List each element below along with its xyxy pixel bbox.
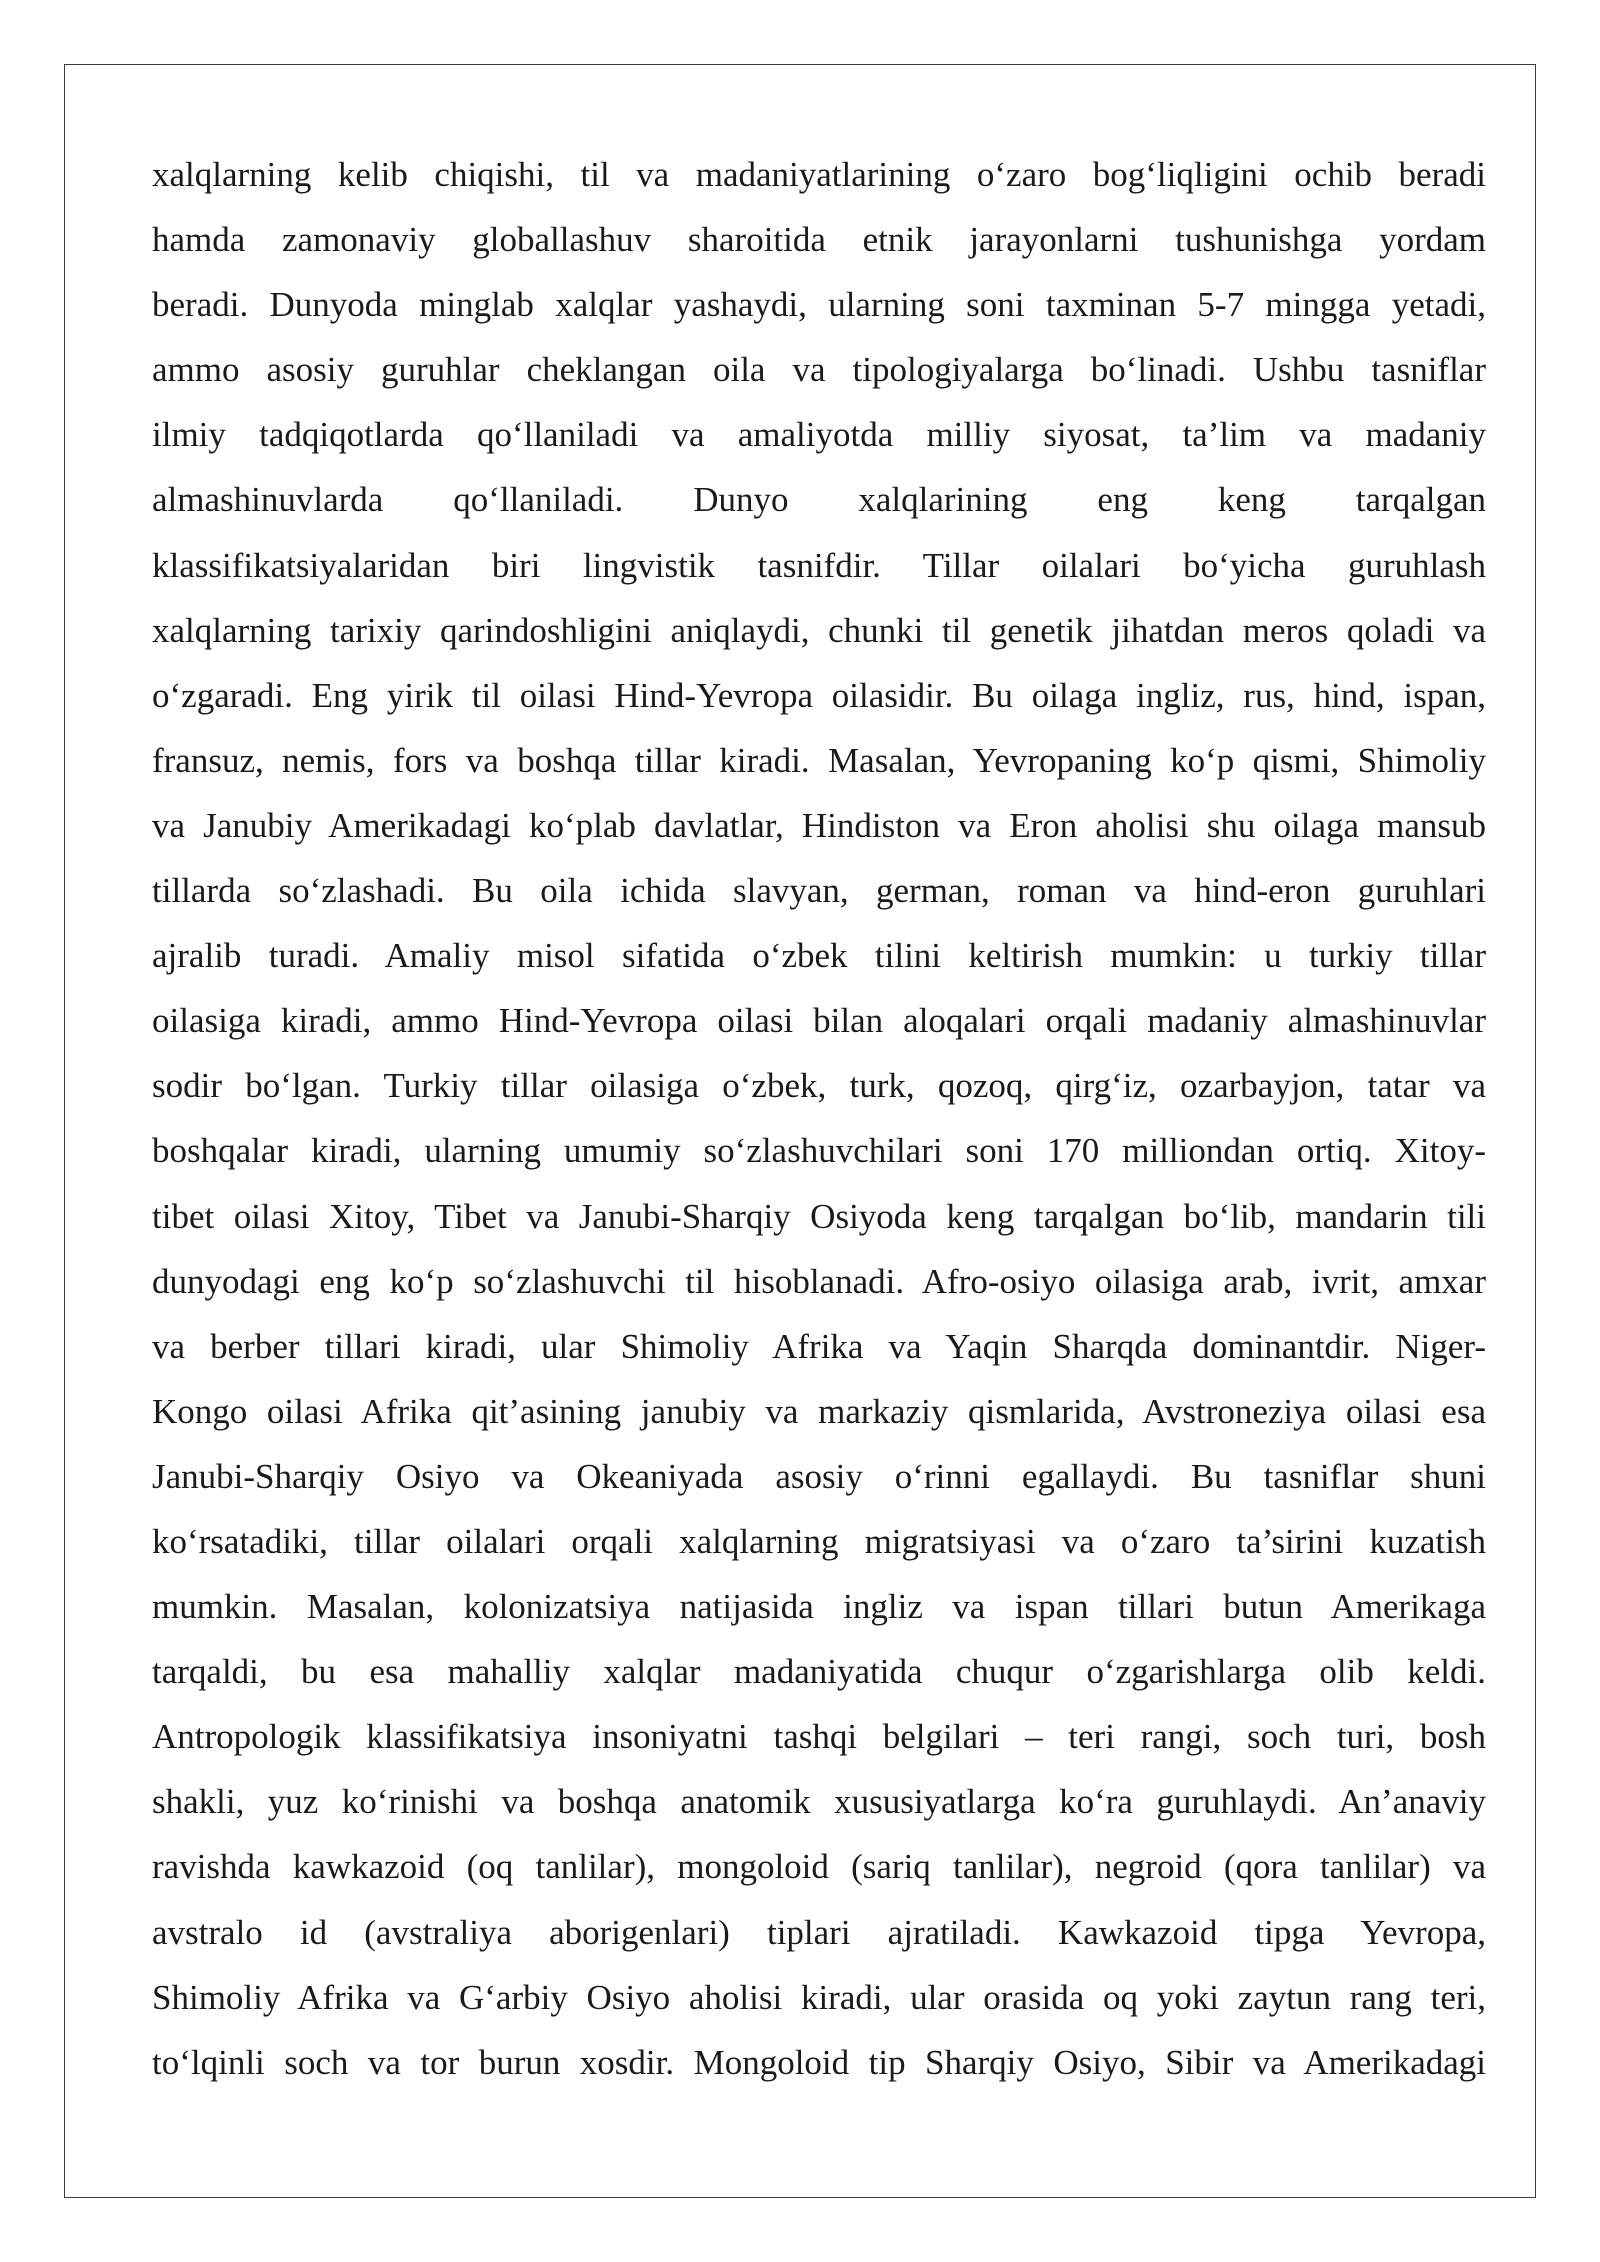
text-line: to‘lqinli soch va tor burun xosdir. Mongoloid tip Sharqiy Osiyo, Sibir va Amerikadagi xyxy=(152,2042,1486,2082)
text-line: klassifikatsiyalaridan biri lingvistik tasnifdir. Tillar oilalari bo‘yicha guruhlash xyxy=(152,545,1486,585)
text-line: fransuz, nemis, fors va boshqa tillar kiradi. Masalan, Yevropaning ko‘p qismi, Shimoliy xyxy=(152,740,1486,780)
text-line: ilmiy tadqiqotlarda qo‘llaniladi va amaliyotda milliy siyosat, ta’lim va madaniy xyxy=(152,415,1486,455)
text-line: hamda zamonaviy globallashuv sharoitida etnik jarayonlarni tushunishga yordam xyxy=(152,220,1486,260)
text-line: ko‘rsatadiki, tillar oilalari orqali xalqlarning migratsiyasi va o‘zaro ta’sirini kuzatish xyxy=(152,1521,1486,1561)
text-line: va Janubiy Amerikadagi ko‘plab davlatlar, Hindiston va Eron aholisi shu oilaga mansub xyxy=(152,805,1486,845)
text-line: Antropologik klassifikatsiya insoniyatni tashqi belgilari – teri rangi, soch turi, bosh xyxy=(152,1717,1486,1757)
text-line: almashinuvlarda qo‘llaniladi. Dunyo xalqlarining eng keng tarqalgan xyxy=(152,480,1486,520)
text-line: tibet oilasi Xitoy, Tibet va Janubi-Sharqiy Osiyoda keng tarqalgan bo‘lib, mandarin tili xyxy=(152,1196,1486,1236)
text-line: xalqlarning tarixiy qarindoshligini aniqlaydi, chunki til genetik jihatdan meros qoladi va xyxy=(152,610,1486,650)
text-line: Shimoliy Afrika va G‘arbiy Osiyo aholisi kiradi, ular orasida oq yoki zaytun rang teri, xyxy=(152,1977,1486,2017)
text-line: oilasiga kiradi, ammo Hind-Yevropa oilasi bilan aloqalari orqali madaniy almashinuvlar xyxy=(152,1001,1486,1041)
text-line: Kongo oilasi Afrika qit’asining janubiy va markaziy qismlarida, Avstroneziya oilasi esa xyxy=(152,1391,1486,1431)
text-line: boshqalar kiradi, ularning umumiy so‘zlashuvchilari soni 170 milliondan ortiq. Xitoy- xyxy=(152,1131,1486,1171)
text-line: shakli, yuz ko‘rinishi va boshqa anatomik xususiyatlarga ko‘ra guruhlaydi. An’anaviy xyxy=(152,1782,1486,1822)
text-line: sodir bo‘lgan. Turkiy tillar oilasiga o‘zbek, turk, qozoq, qirg‘iz, ozarbayjon, tatar va xyxy=(152,1066,1486,1106)
text-line: va berber tillari kiradi, ular Shimoliy Afrika va Yaqin Sharqda dominantdir. Niger- xyxy=(152,1326,1486,1366)
text-line: mumkin. Masalan, kolonizatsiya natijasida ingliz va ispan tillari butun Amerikaga xyxy=(152,1587,1486,1627)
text-line: Janubi-Sharqiy Osiyo va Okeaniyada asosiy o‘rinni egallaydi. Bu tasniflar shuni xyxy=(152,1456,1486,1496)
text-line: ajralib turadi. Amaliy misol sifatida o‘zbek tilini keltirish mumkin: u turkiy tillar xyxy=(152,936,1486,976)
text-line: o‘zgaradi. Eng yirik til oilasi Hind-Yevropa oilasidir. Bu oilaga ingliz, rus, hind, ispan, xyxy=(152,675,1486,715)
text-line: dunyodagi eng ko‘p so‘zlashuvchi til hisoblanadi. Afro-osiyo oilasiga arab, ivrit, amxar xyxy=(152,1261,1486,1301)
text-line: xalqlarning kelib chiqishi, til va madaniyatlarining o‘zaro bog‘liqligini ochib beradi xyxy=(152,155,1486,194)
document-body xyxy=(152,142,1486,2095)
text-line: ammo asosiy guruhlar cheklangan oila va tipologiyalarga bo‘linadi. Ushbu tasniflar xyxy=(152,350,1486,390)
text-line: tillarda so‘zlashadi. Bu oila ichida slavyan, german, roman va hind-eron guruhlari xyxy=(152,871,1486,911)
text-line: tarqaldi, bu esa mahalliy xalqlar madaniyatida chuqur o‘zgarishlarga olib keldi. xyxy=(152,1652,1486,1692)
text-line: avstralo id (avstraliya aborigenlari) tiplari ajratiladi. Kawkazoid tipga Yevropa, xyxy=(152,1912,1486,1952)
text-line: ravishda kawkazoid (oq tanlilar), mongoloid (sariq tanlilar), negroid (qora tanlilar) va xyxy=(152,1847,1486,1887)
text-line: beradi. Dunyoda minglab xalqlar yashaydi, ularning soni taxminan 5-7 mingga yetadi, xyxy=(152,285,1486,325)
